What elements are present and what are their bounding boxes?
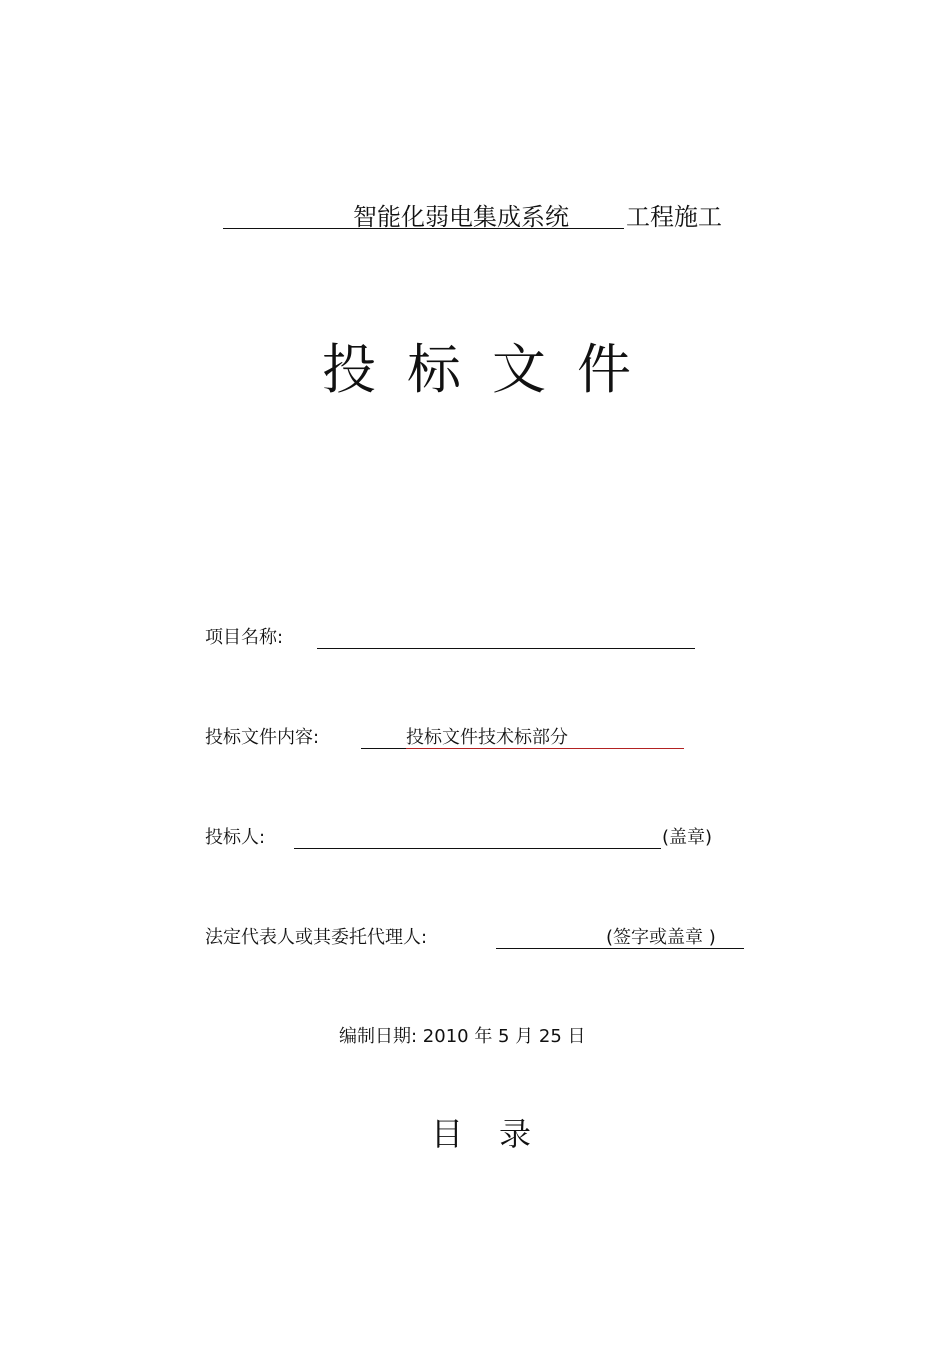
toc-title: 目录	[431, 1115, 568, 1153]
bidder-seal-note: (盖章)	[662, 827, 713, 848]
content-label: 投标文件内容:	[205, 727, 320, 748]
document-title: 投标文件	[322, 338, 662, 401]
project-name-field	[317, 648, 695, 649]
representative-sign-note: (签字或盖章 )	[606, 927, 716, 948]
header-project-name: 智能化弱电集成系统	[353, 203, 569, 231]
header-suffix: 工程施工	[626, 203, 722, 231]
content-underline-left	[361, 748, 406, 749]
representative-label: 法定代表人或其委托代理人:	[205, 927, 428, 948]
content-value: 投标文件技术标部分	[406, 727, 568, 748]
header-underline-left	[223, 228, 353, 229]
project-name-label: 项目名称:	[205, 627, 284, 648]
bidder-field	[294, 848, 661, 849]
header-underline-name	[353, 228, 624, 229]
content-underline-value	[406, 748, 684, 749]
compile-date: 编制日期: 2010 年 5 月 25 日	[339, 1026, 586, 1047]
bidder-label: 投标人:	[205, 827, 266, 848]
